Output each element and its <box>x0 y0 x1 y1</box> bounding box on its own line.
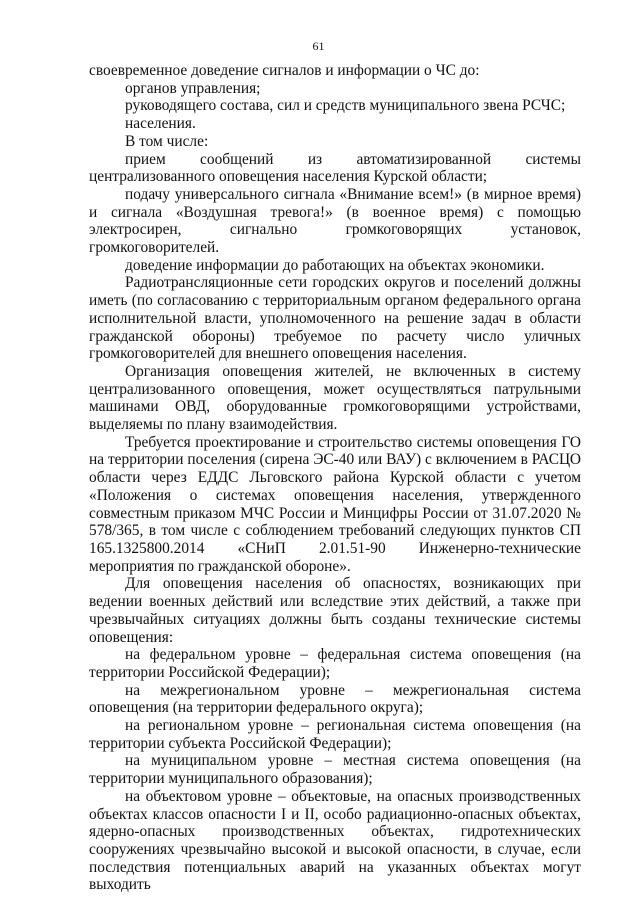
paragraph-resident-notification: Организация оповещения жителей, не включенных в систему централизованного оповещения, может осуществляться патрульными машинами ОВД, оборудованные громкоговорящими устройствами, выделяемы по плану взаимодействия. <box>89 362 581 434</box>
list-item-population: населения. <box>125 115 196 133</box>
list-item-municipal-level: на муниципальном уровне – местная система оповещения (на территории муниципального образования); <box>89 752 581 788</box>
list-item-object-level: на объектовом уровне – объектовые, на опасных производственных объектах классов опасности I и II, особо радиационно-опасных объектах, ядерно-опасных производственных объектах, гидротехнических сооружениях чрезвычайно высокой и высокой опасности, в случае, если последствия потенциальных аварий на указанных объектах могут выходить <box>89 787 581 894</box>
paragraph-radio-networks: Радиотрансляционные сети городских округов и поселений должны иметь (по согласованию с территориальным органом федерального органа исполнительной власти, уполномоченного на решение задач в области гражданской обороны) требуемое по расчету число уличных громкоговорителей для внешнего оповещения населения. <box>89 274 581 363</box>
list-item-interregional-level: на межрегиональном уровне – межрегиональная система оповещения (на территории федерального округа); <box>89 681 581 717</box>
paragraph-including: В том числе: <box>125 132 209 150</box>
list-item-receiving-messages: прием сообщений из автоматизированной системы централизованного оповещения населения Курской области; <box>89 150 581 186</box>
list-item-federal-level: на федеральном уровне – федеральная система оповещения (на территории Российской Федерации); <box>89 646 581 681</box>
paragraph-system-design: Требуется проектирование и строительство системы оповещения ГО на территории поселения (сирена ЭС-40 или ВАУ) с включением в РАСЦО области через ЕДДС Льговского района Курской области с учетом «Положения о системах оповещения населения, утвержденного совместным приказом МЧС России и Минцифры России от 31.07.2020 № 578/365, в том числе с соблюдением требований следующих пунктов СП 165.1325800.2014 «СНиП 2.01.51-90 Инженерно-технические мероприятия по гражданской обороне». <box>89 433 581 575</box>
list-item-universal-signal: подачу универсального сигнала «Внимание всем!» (в мирное время) и сигнала «Воздушная тревога!» (в военное время) с помощью электросирен, сигнально громкоговорящих установок, громкоговорителей. <box>89 185 581 257</box>
list-item-regional-level: на региональном уровне – региональная система оповещения (на территории субъекта Российской Федерации); <box>89 717 581 752</box>
list-item-leadership: руководящего состава, сил и средств муниципального звена РСЧС; <box>125 97 566 115</box>
document-body <box>89 62 581 894</box>
page-number: 61 <box>312 39 325 53</box>
list-item-informing-workers: доведение информации до работающих на объектах экономики. <box>125 256 545 274</box>
paragraph-signal-delivery: своевременное доведение сигналов и информации о ЧС до: <box>89 62 480 79</box>
paragraph-technical-systems: Для оповещения населения об опасностях, возникающих при ведении военных действий или вследствие этих действий, а также при чрезвычайных ситуациях должны быть созданы технические системы оповещения: <box>89 575 581 646</box>
list-item-management-bodies: органов управления; <box>125 79 261 97</box>
